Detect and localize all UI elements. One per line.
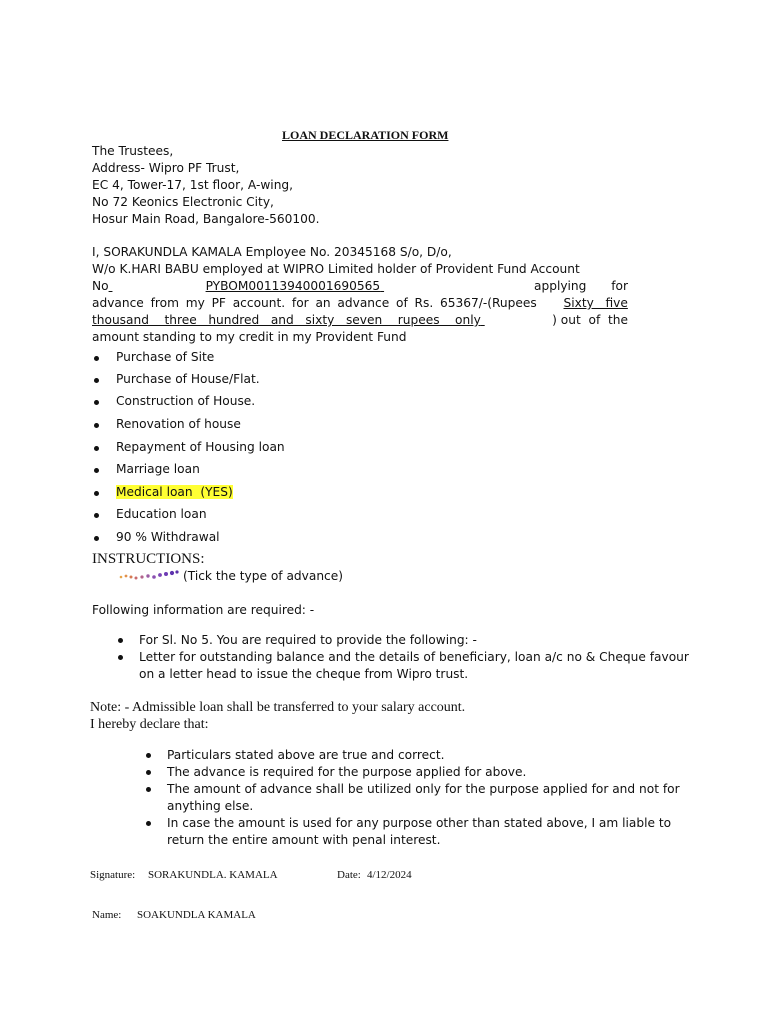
bullet-dot <box>94 378 99 383</box>
declaration-line-2: W/o K.HARI BABU employed at WIPRO Limited holder of Provident Fund Account <box>92 262 580 276</box>
address-line-2: Address- Wipro PF Trust, <box>92 161 240 175</box>
purpose-item-selected: Medical loan (YES) <box>116 485 233 499</box>
signature-value: SORAKUNDLA. KAMALA <box>148 869 278 881</box>
declare-item-1: Particulars stated above are true and correct. <box>167 748 445 762</box>
address-line-1: The Trustees, <box>92 144 174 158</box>
bullet-dot <box>94 491 99 496</box>
purpose-item: Education loan <box>116 507 207 521</box>
declaration-line-5 <box>92 312 628 329</box>
for-word: for <box>611 279 628 293</box>
address-line-4: No 72 Keonics Electronic City, <box>92 195 274 209</box>
purpose-item: 90 % Withdrawal <box>116 530 220 544</box>
declare-item-4-cont: return the entire amount with penal interest. <box>167 833 441 847</box>
note-text: Note: - Admissible loan shall be transferred to your salary account. <box>90 700 466 715</box>
bullet-dot <box>94 356 99 361</box>
purpose-item: Renovation of house <box>116 417 241 431</box>
decl-word: from <box>150 296 179 310</box>
declaration-line-6: amount standing to my credit in my Provident Fund <box>92 330 407 344</box>
applying-word: applying <box>534 279 587 293</box>
account-no-trailing-blank <box>380 278 480 295</box>
signature-label: Signature: <box>90 869 136 881</box>
declaration-line-4 <box>92 295 628 312</box>
bullet-dot <box>94 513 99 518</box>
decorative-dots-icon <box>118 569 180 581</box>
info-item-2-cont: on a letter head to issue the cheque from Wipro trust. <box>139 667 469 681</box>
declaration-line-3 <box>92 278 628 295</box>
decl-word: of <box>396 296 408 310</box>
name-value: SOAKUNDLA KAMALA <box>137 909 256 921</box>
account-no-blank <box>109 278 206 295</box>
bullet-dot <box>146 787 151 792</box>
amount-words-part-b: thousand three hundred and sixty seven rupees only <box>92 313 481 327</box>
bullet-dot <box>118 638 123 643</box>
declaration-line-1: I, SORAKUNDLA KAMALA Employee No. 20345168 S/o, D/o, <box>92 245 452 259</box>
name-label: Name: <box>92 909 122 921</box>
address-line-3: EC 4, Tower-17, 1st floor, A-wing, <box>92 178 294 192</box>
decl-word: Rs. <box>414 296 434 310</box>
declare-item-4: In case the amount is used for any purpose other than stated above, I am liable to <box>167 816 672 830</box>
decl-word: advance <box>92 296 144 310</box>
instructions-heading: INSTRUCTIONS: <box>92 551 205 567</box>
bullet-dot <box>94 446 99 451</box>
amount-words-part-a: Sixty five <box>563 296 628 310</box>
decl-word: for <box>291 296 309 310</box>
decl-word: PF <box>211 296 226 310</box>
info-required: Following information are required: - <box>92 603 315 617</box>
bullet-dot <box>118 655 123 660</box>
declare-item-3-cont: anything else. <box>167 799 254 813</box>
account-number: PYBOM00113940001690565 <box>205 279 381 293</box>
bullet-dot <box>94 536 99 541</box>
declare-item-2: The advance is required for the purpose applied for above. <box>167 765 527 779</box>
info-item-1: For Sl. No 5. You are required to provide the following: - <box>139 633 477 647</box>
declare-heading: I hereby declare that: <box>90 717 209 732</box>
account-no-label: No <box>92 279 109 293</box>
bullet-dot <box>146 821 151 826</box>
form-title: LOAN DECLARATION FORM <box>282 128 449 142</box>
tick-note: (Tick the type of advance) <box>183 569 344 583</box>
bullet-dot <box>146 770 151 775</box>
declaration-line-5-tail: ) out of the <box>552 313 628 327</box>
date-value: 4/12/2024 <box>367 869 412 881</box>
decl-word: advance <box>337 296 390 310</box>
decl-word: account. <box>232 296 286 310</box>
address-line-5: Hosur Main Road, Bangalore-560100. <box>92 212 320 226</box>
date-label: Date: <box>337 869 361 881</box>
decl-word: an <box>315 296 331 310</box>
purpose-item: Repayment of Housing loan <box>116 440 285 454</box>
purpose-item: Construction of House. <box>116 394 256 408</box>
bullet-dot <box>94 468 99 473</box>
info-item-2: Letter for outstanding balance and the details of beneficiary, loan a/c no & Cheque favour <box>139 650 689 664</box>
purpose-item: Purchase of Site <box>116 350 215 364</box>
decl-word: 65367/-(Rupees <box>439 296 537 310</box>
purpose-item: Marriage loan <box>116 462 200 476</box>
declare-item-3: The amount of advance shall be utilized only for the purpose applied for and not for <box>167 782 680 796</box>
decl-word: my <box>185 296 205 310</box>
purpose-item: Purchase of House/Flat. <box>116 372 260 386</box>
bullet-dot <box>94 423 99 428</box>
bullet-dot <box>146 753 151 758</box>
bullet-dot <box>94 400 99 405</box>
